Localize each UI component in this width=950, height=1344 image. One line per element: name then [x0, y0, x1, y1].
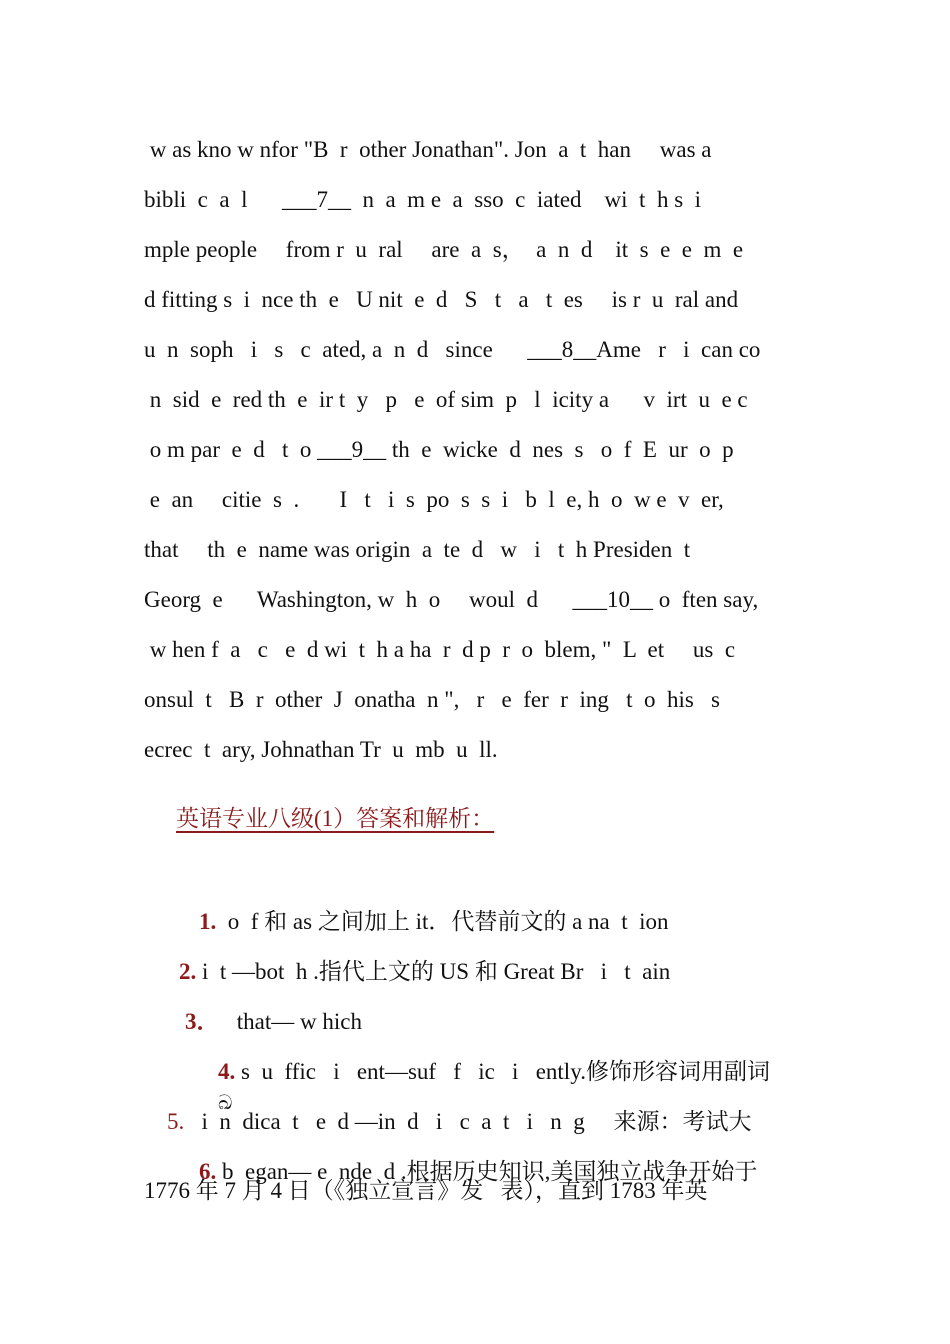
- passage-line-1: w as kno w nfor "B r other Jonathan". Jon a t han was a: [144, 137, 712, 162]
- passage-line-8: e an citie s . I t i s po s s i b l e, h o w e v er,: [144, 487, 724, 512]
- passage-line-6: n sid e red th e ir t y p e of sim p l icity a v irt u e c: [144, 387, 748, 412]
- passage-line-5: u n soph i s c ated, a n d since ___8__Ame r i can co: [144, 337, 761, 362]
- passage-line-12: onsul t B r other J onatha n ", r e fer r ing t o his s: [144, 687, 721, 712]
- passage-line-2: bibli c a l ___7__ n a m e a sso c iated wi t h s i: [144, 187, 702, 212]
- passage-line-7: o m par e d t o ___9__ th e wicke d nes s o f E ur o p: [144, 437, 734, 462]
- answer-text: i t —bot h .指代上文的 US 和 Great Br i t ain: [196, 959, 671, 984]
- answers-heading: 英语专业八级(1）答案和解析：: [176, 806, 495, 831]
- answer-number: 5.: [167, 1109, 185, 1134]
- passage-line-13: ecrec t ary, Johnathan Tr u mb u ll.: [144, 737, 498, 762]
- answer-number: 3．: [185, 1009, 220, 1034]
- answer-text: s u ffic i ent—suf f ic i ently.修饰形容词用副词: [235, 1059, 770, 1084]
- answer-text: o f 和 as 之间加上 it．代替前文的 a na t ion: [216, 909, 669, 934]
- answer-number: 4.: [218, 1059, 236, 1084]
- answer-number: 6.: [199, 1159, 217, 1184]
- passage-line-3: mple people from r u ral are a s， a n d it s e e m e: [144, 237, 744, 262]
- passage-line-11: w hen f a c e d wi t h a ha r d p r o blem, " L et us c: [144, 637, 736, 662]
- answer-number: 2.: [179, 959, 197, 984]
- decorative-mark-icon: ඛ: [218, 1092, 233, 1114]
- answer-number: 1.: [199, 909, 217, 934]
- passage-line-10: Georg e Washington, w h o woul d ___10__ o ften say,: [144, 587, 759, 612]
- passage-line-9: that th e name was origin a te d w i t h Presiden t: [144, 537, 691, 562]
- answer-item-6-continuation: 1776 年 7 月 4 日（《独立宣言》发 表），直到 1783 年英: [144, 1178, 708, 1203]
- passage-line-4: d fitting s i nce th e U nit e d S t a t es is r u ral and: [144, 287, 739, 312]
- answer-text: b egan— e nde d .根据历史知识,美国独立战争开始于: [216, 1159, 758, 1184]
- answer-text: that— w hich: [219, 1009, 362, 1034]
- answer-text: i n dica t e d —in d i c a t i n g 来源：考试大: [184, 1109, 752, 1134]
